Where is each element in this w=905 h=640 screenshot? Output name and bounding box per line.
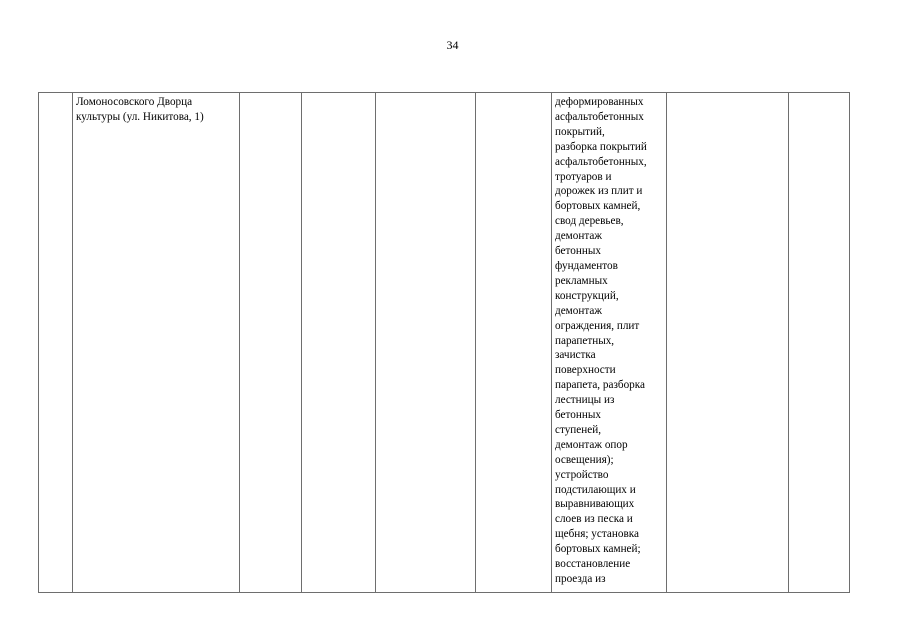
work-description-line: рекламных bbox=[555, 274, 608, 287]
page-number: 34 bbox=[446, 38, 459, 52]
works-table bbox=[38, 92, 850, 593]
work-description-line: покрытий, bbox=[555, 125, 605, 138]
work-description-line: бортовых камней, bbox=[555, 200, 641, 213]
work-description-line: проезда из bbox=[555, 573, 606, 585]
work-description-line: асфальтобетонных, bbox=[555, 155, 647, 168]
work-description-line: парапетных, bbox=[555, 334, 615, 347]
work-description-line: бортовых камней; bbox=[555, 543, 641, 556]
cell-col4 bbox=[302, 93, 376, 593]
work-description-line: конструкций, bbox=[555, 289, 619, 302]
cell-col5 bbox=[376, 93, 476, 593]
cell-object-name bbox=[73, 93, 240, 593]
work-description-line: ограждения, плит bbox=[555, 319, 640, 332]
work-description-line: щебня; установка bbox=[555, 528, 639, 541]
work-description-line: тротуаров и bbox=[555, 170, 612, 183]
cell-col8 bbox=[667, 93, 789, 593]
work-description-line: фундаментов bbox=[555, 259, 618, 272]
work-description-line: асфальтобетонных bbox=[555, 110, 644, 123]
work-description-line: лестницы из bbox=[555, 394, 615, 407]
work-description-line: поверхности bbox=[555, 364, 616, 377]
work-description-line: парапета, разборка bbox=[555, 379, 645, 392]
work-description-line: деформированных bbox=[555, 96, 644, 108]
work-description-line: демонтаж bbox=[555, 304, 603, 317]
cell-col3 bbox=[240, 93, 302, 593]
work-description-line: восстановление bbox=[555, 558, 631, 571]
work-description-line: ступеней, bbox=[555, 423, 601, 436]
table-row bbox=[39, 93, 850, 593]
work-description-text bbox=[555, 95, 663, 587]
work-description-line: бетонных bbox=[555, 245, 601, 258]
work-description-line: устройство bbox=[555, 468, 609, 481]
work-description-line: разборка покрытий bbox=[555, 140, 647, 153]
cell-work-description bbox=[552, 93, 667, 593]
work-description-line: свод деревьев, bbox=[555, 215, 624, 228]
work-description-line: подстилающих и bbox=[555, 483, 636, 496]
work-description-line: дорожек из плит и bbox=[555, 185, 643, 198]
cell-number bbox=[39, 93, 73, 593]
work-description-line: бетонных bbox=[555, 409, 601, 422]
work-description-line: выравнивающих bbox=[555, 498, 635, 511]
work-description-line: освещения); bbox=[555, 453, 614, 466]
cell-col9 bbox=[789, 93, 850, 593]
work-description-line: демонтаж опор bbox=[555, 438, 628, 451]
cell-col6 bbox=[476, 93, 552, 593]
work-description-line: зачистка bbox=[555, 349, 596, 362]
work-description-line: демонтаж bbox=[555, 230, 603, 243]
object-name-text: Ломоносовского Дворца культуры (ул. Никитова, 1) bbox=[76, 96, 204, 123]
work-description-line: слоев из песка и bbox=[555, 513, 633, 526]
